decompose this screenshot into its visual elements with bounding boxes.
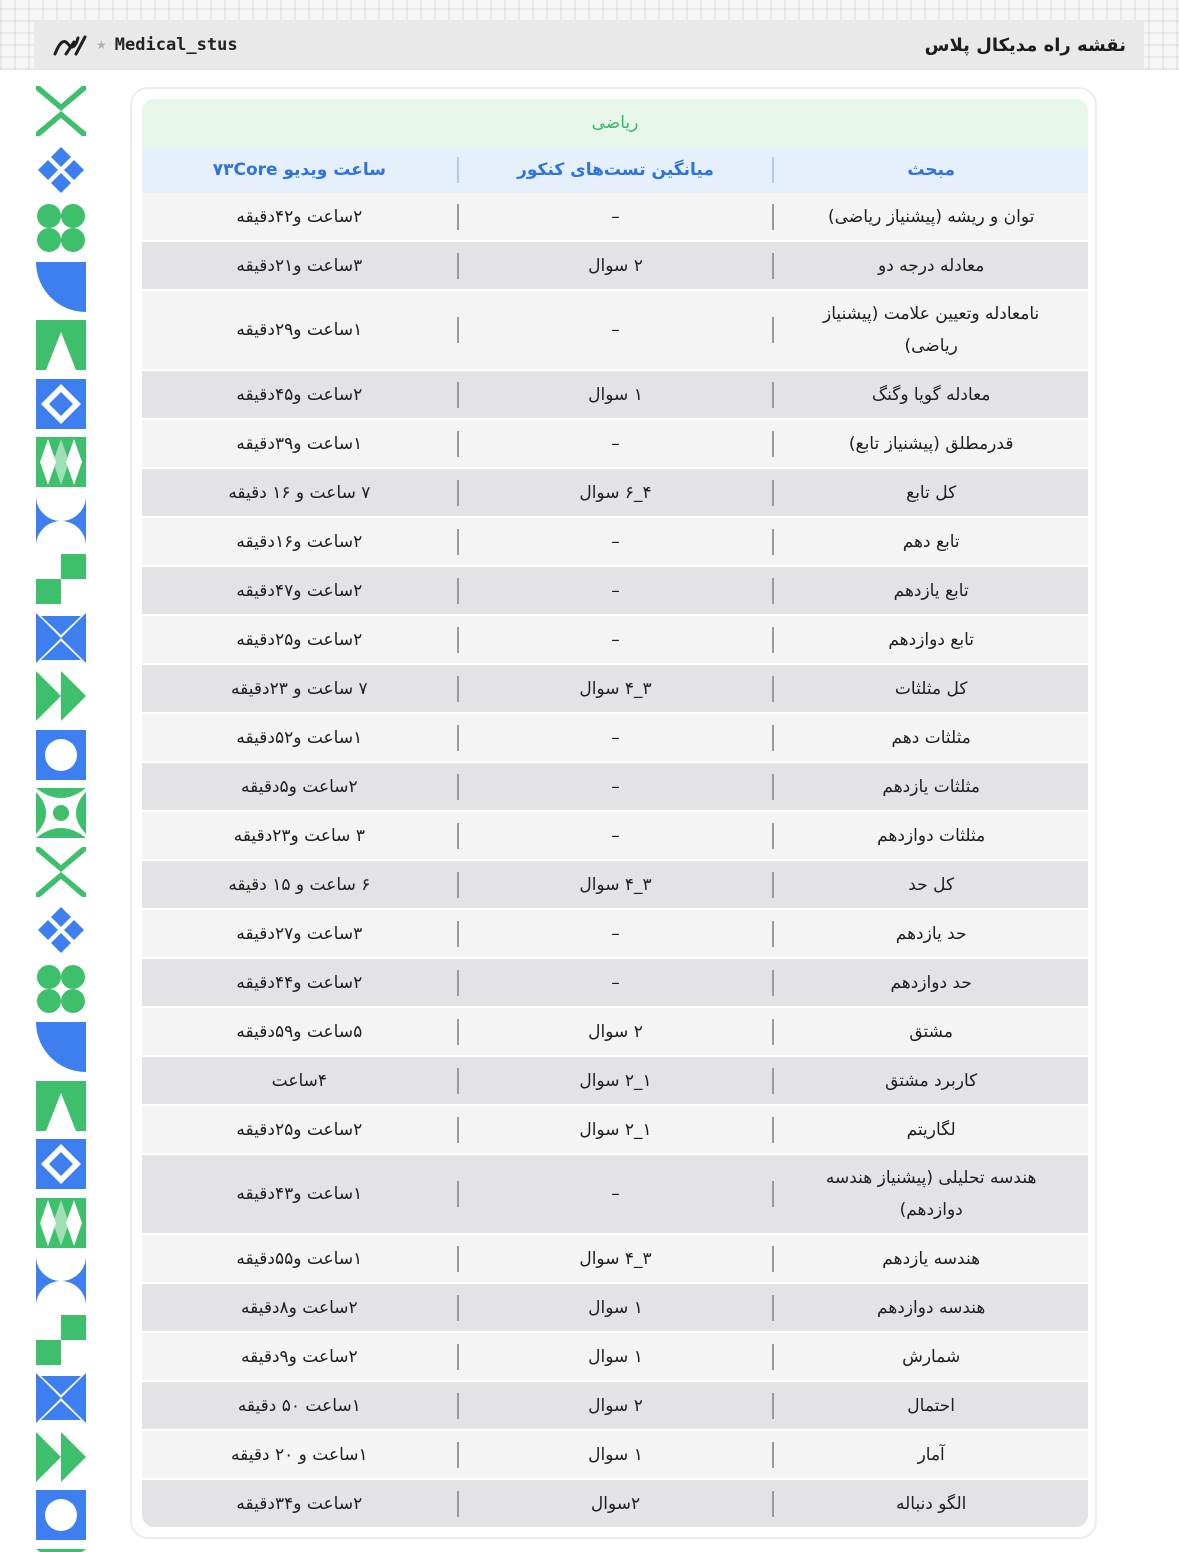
- play-forward-icon: [36, 1432, 86, 1482]
- column-divider: [457, 578, 459, 604]
- bowtie-icon: [36, 86, 86, 136]
- hourglass-icon: [36, 496, 86, 546]
- video-cell: [142, 1382, 457, 1429]
- topic-cell-text: آمار: [917, 1444, 945, 1465]
- topic-cell-text: مثلثات دوازدهم: [877, 825, 986, 846]
- column-divider: [772, 1117, 774, 1143]
- topic-cell: [774, 1235, 1088, 1282]
- video-cell: [142, 763, 457, 810]
- video-cell: [142, 959, 457, 1006]
- zigzag-icon: [36, 437, 86, 487]
- circle-square-icon: [36, 730, 86, 780]
- video-cell: [142, 1106, 457, 1153]
- topic-cell-text: هندسه تحلیلی (پیشنیاز هندسه دوازدهم): [825, 1168, 1037, 1220]
- table-header-row: [142, 147, 1088, 193]
- checker-icon: [36, 554, 86, 604]
- video-cell: [142, 616, 457, 663]
- video-cell: [142, 518, 457, 565]
- tests-cell-text: ۱_۲ سوال: [579, 1119, 652, 1140]
- topic-cell: [774, 959, 1088, 1006]
- video-cell: [142, 910, 457, 957]
- video-cell-text: ۵ساعت و۵۹دقیقه: [236, 1021, 363, 1042]
- topic-cell: [774, 910, 1088, 957]
- topic-cell-text: کل تابع: [906, 482, 957, 503]
- page-title: نقشه راه مدیکال پلاس: [924, 34, 1126, 56]
- table-row: [142, 763, 1088, 810]
- column-divider: [772, 627, 774, 653]
- column-divider: [457, 204, 459, 230]
- table-row: [142, 959, 1088, 1006]
- column-divider: [772, 382, 774, 408]
- video-cell-text: ۲ساعت و۲۵دقیقه: [236, 1119, 363, 1140]
- video-cell-text: ۷ ساعت و ۲۳دقیقه: [231, 678, 368, 699]
- topic-cell: [774, 861, 1088, 908]
- four-circles-icon: [36, 964, 86, 1014]
- star-icon: ★: [96, 38, 107, 52]
- video-cell-text: ۷ ساعت و ۱۶ دقیقه: [228, 482, 371, 503]
- video-cell-text: ۲ساعت و۴۷دقیقه: [236, 580, 363, 601]
- topic-cell-text: حد دوازدهم: [890, 972, 972, 993]
- topic-cell: [774, 1431, 1088, 1478]
- video-cell-text: ۱ساعت و۳۹دقیقه: [236, 433, 363, 454]
- tests-cell: [459, 420, 773, 467]
- column-divider: [457, 774, 459, 800]
- tests-cell: [459, 1284, 773, 1331]
- header-topic: مبحث: [907, 160, 956, 180]
- topic-cell: [774, 665, 1088, 712]
- table-row: [142, 193, 1088, 240]
- topic-cell: [774, 812, 1088, 859]
- table-row: [142, 1382, 1088, 1429]
- topic-cell-text: هندسه دوازدهم: [877, 1297, 986, 1318]
- topic-cell-text: تابع یازدهم: [893, 580, 969, 601]
- table-row: [142, 420, 1088, 467]
- roadmap-table: [142, 99, 1088, 1529]
- table-row: [142, 469, 1088, 516]
- tests-cell: [459, 616, 773, 663]
- column-divider: [457, 725, 459, 751]
- video-cell-text: ۲ساعت و۴۲دقیقه: [236, 206, 363, 227]
- column-divider: [457, 1442, 459, 1468]
- tests-cell: [459, 1480, 773, 1527]
- bowtie-icon: [36, 847, 86, 897]
- column-divider: [457, 1344, 459, 1370]
- channel-id: [52, 32, 238, 58]
- clover-dots-icon: [36, 145, 86, 195]
- column-divider: [772, 774, 774, 800]
- table-row: [142, 616, 1088, 663]
- topic-cell-text: مثلثات یازدهم: [882, 776, 980, 797]
- topic-cell: [774, 567, 1088, 614]
- column-divider: [772, 725, 774, 751]
- tests-cell-text: –: [611, 727, 620, 748]
- quarter-circle-icon: [36, 262, 86, 312]
- logo-icon: [52, 32, 88, 58]
- circle-square-icon: [36, 1490, 86, 1540]
- tests-cell-text: ۱_۲ سوال: [579, 1070, 652, 1091]
- tests-cell-text: ۲سوال: [590, 1493, 641, 1514]
- tests-cell-text: ۳_۴ سوال: [579, 874, 652, 895]
- column-divider: [772, 1344, 774, 1370]
- column-divider: [457, 1181, 459, 1207]
- topic-cell-text: هندسه یازدهم: [882, 1248, 981, 1269]
- topic-cell-text: شمارش: [902, 1346, 961, 1367]
- topic-cell-text: معادله گویا وگنگ: [871, 384, 991, 405]
- header-tests: میانگین تست‌های کنکور: [517, 160, 714, 180]
- topic-cell: [774, 193, 1088, 240]
- column-divider: [772, 1246, 774, 1272]
- tests-cell: [459, 959, 773, 1006]
- video-cell: [142, 861, 457, 908]
- triangle-icon: [36, 1081, 86, 1131]
- topic-cell-text: کل مثلثات: [894, 678, 968, 699]
- table-row: [142, 1333, 1088, 1380]
- tests-cell: [459, 665, 773, 712]
- table-row: [142, 1057, 1088, 1104]
- header-bar: [34, 20, 1144, 70]
- tests-cell: [459, 1235, 773, 1282]
- table-row: [142, 518, 1088, 565]
- topic-cell: [774, 1008, 1088, 1055]
- topic-cell: [774, 1480, 1088, 1527]
- video-cell-text: ۲ساعت و۲۵دقیقه: [236, 629, 363, 650]
- table-row: [142, 1155, 1088, 1233]
- topic-cell: [774, 1155, 1088, 1233]
- video-cell-text: ۱ساعت و۵۲دقیقه: [236, 727, 363, 748]
- video-cell-text: ۲ساعت و۸دقیقه: [240, 1297, 358, 1318]
- tests-cell-text: –: [611, 531, 620, 552]
- table-row: [142, 861, 1088, 908]
- tests-cell-text: ۳_۴ سوال: [579, 1248, 652, 1269]
- video-cell: [142, 193, 457, 240]
- video-cell-text: ۲ساعت و۵دقیقه: [240, 776, 358, 797]
- tests-cell-text: ۱ سوال: [588, 1297, 643, 1318]
- tests-cell-text: ۱ سوال: [588, 1444, 643, 1465]
- topic-cell: [774, 1106, 1088, 1153]
- column-divider: [772, 872, 774, 898]
- tests-cell: [459, 1333, 773, 1380]
- clover-dots-icon: [36, 905, 86, 955]
- tests-cell-text: –: [611, 972, 620, 993]
- topic-cell-text: مشتق: [909, 1021, 953, 1042]
- video-cell: [142, 665, 457, 712]
- table-row: [142, 1008, 1088, 1055]
- tests-cell-text: ۲ سوال: [588, 255, 643, 276]
- topic-cell-text: کاربرد مشتق: [885, 1070, 978, 1091]
- topic-cell: [774, 763, 1088, 810]
- tests-cell: [459, 242, 773, 289]
- column-divider: [457, 823, 459, 849]
- column-divider: [772, 204, 774, 230]
- tests-cell-text: –: [611, 580, 620, 601]
- video-cell-text: ۲ساعت و۱۶دقیقه: [236, 531, 363, 552]
- tests-cell-text: –: [611, 433, 620, 454]
- tests-cell: [459, 910, 773, 957]
- topic-cell: [774, 469, 1088, 516]
- video-cell-text: ۱ساعت ۵۰ دقیقه: [237, 1395, 361, 1416]
- topic-cell-text: تابع دوازدهم: [888, 629, 974, 650]
- tests-cell-text: ۱ سوال: [588, 384, 643, 405]
- topic-cell-text: توان و ریشه (پیشنیاز ریاضی): [827, 206, 1035, 227]
- table-row: [142, 371, 1088, 418]
- curved-x-icon: [36, 788, 86, 838]
- topic-cell-text: تابع دهم: [902, 531, 960, 552]
- tests-cell: [459, 1057, 773, 1104]
- column-divider: [457, 529, 459, 555]
- column-divider: [772, 578, 774, 604]
- table-row: [142, 812, 1088, 859]
- video-cell-text: ۲ساعت و۳۴دقیقه: [236, 1493, 363, 1514]
- tests-cell: [459, 763, 773, 810]
- column-divider: [772, 253, 774, 279]
- video-cell-text: ۳ساعت و۲۱دقیقه: [236, 255, 363, 276]
- column-divider: [457, 431, 459, 457]
- username: Medical_stus: [114, 35, 238, 55]
- table-row: [142, 567, 1088, 614]
- column-divider: [457, 1393, 459, 1419]
- video-cell: [142, 1008, 457, 1055]
- video-cell-text: ۲ساعت و۴۵دقیقه: [236, 384, 363, 405]
- video-cell: [142, 714, 457, 761]
- tests-cell: [459, 1431, 773, 1478]
- tests-cell: [459, 518, 773, 565]
- column-divider: [772, 1181, 774, 1207]
- table-row: [142, 291, 1088, 369]
- column-divider: [457, 157, 459, 183]
- tests-cell-text: –: [611, 206, 620, 227]
- tests-cell: [459, 714, 773, 761]
- video-cell: [142, 1431, 457, 1478]
- column-divider: [772, 921, 774, 947]
- video-cell-text: ۳ساعت و۲۷دقیقه: [236, 923, 363, 944]
- topic-cell-text: نامعادله وتعیین علامت (پیشنیاز ریاضی): [823, 304, 1040, 356]
- curved-x-icon: [36, 1549, 86, 1552]
- tests-cell: [459, 861, 773, 908]
- topic-cell-text: احتمال: [907, 1395, 956, 1416]
- video-cell-text: ۴ساعت: [271, 1070, 328, 1091]
- column-divider: [457, 1295, 459, 1321]
- column-divider: [772, 1393, 774, 1419]
- table-body: [142, 193, 1088, 1527]
- tests-cell: [459, 1008, 773, 1055]
- table-row: [142, 1106, 1088, 1153]
- video-cell-text: ۱ساعت و۵۵دقیقه: [236, 1248, 363, 1269]
- video-cell: [142, 371, 457, 418]
- tests-cell: [459, 291, 773, 369]
- video-cell: [142, 242, 457, 289]
- column-divider: [457, 1068, 459, 1094]
- video-cell: [142, 1284, 457, 1331]
- video-cell: [142, 469, 457, 516]
- column-divider: [772, 480, 774, 506]
- tests-cell: [459, 1155, 773, 1233]
- column-divider: [772, 676, 774, 702]
- column-divider: [457, 1491, 459, 1517]
- column-divider: [457, 970, 459, 996]
- tests-cell-text: –: [611, 1184, 620, 1204]
- topic-cell: [774, 1333, 1088, 1380]
- tests-cell-text: –: [611, 825, 620, 846]
- tests-cell-text: –: [611, 776, 620, 797]
- header-video: ساعت ویدیو ۷۳Core: [212, 160, 386, 180]
- topic-cell: [774, 242, 1088, 289]
- video-cell: [142, 420, 457, 467]
- video-cell: [142, 1235, 457, 1282]
- topic-cell: [774, 518, 1088, 565]
- topic-cell: [774, 371, 1088, 418]
- tests-cell: [459, 567, 773, 614]
- side-decorative-strip: [36, 86, 86, 1552]
- tests-cell-text: ۱ سوال: [588, 1346, 643, 1367]
- video-cell: [142, 1480, 457, 1527]
- table-row: [142, 1480, 1088, 1527]
- column-divider: [772, 157, 774, 183]
- zigzag-icon: [36, 1198, 86, 1248]
- diamond-square-icon: [36, 1139, 86, 1189]
- topic-cell: [774, 1057, 1088, 1104]
- triangle-icon: [36, 320, 86, 370]
- table-row: [142, 1431, 1088, 1478]
- video-cell: [142, 812, 457, 859]
- column-divider: [772, 431, 774, 457]
- tests-cell-text: ۴_۶ سوال: [579, 482, 652, 503]
- column-divider: [772, 823, 774, 849]
- column-divider: [457, 480, 459, 506]
- topic-cell-text: مثلثات دهم: [891, 727, 971, 748]
- column-divider: [772, 1491, 774, 1517]
- column-divider: [457, 872, 459, 898]
- column-divider: [457, 253, 459, 279]
- table-row: [142, 242, 1088, 289]
- column-divider: [457, 627, 459, 653]
- play-forward-icon: [36, 671, 86, 721]
- column-divider: [772, 970, 774, 996]
- column-divider: [457, 382, 459, 408]
- tests-cell: [459, 469, 773, 516]
- topic-cell: [774, 291, 1088, 369]
- tests-cell-text: ۲ سوال: [588, 1395, 643, 1416]
- video-cell-text: ۱ساعت و ۲۰ دقیقه: [231, 1444, 368, 1465]
- topic-cell-text: الگو دنباله: [895, 1493, 967, 1514]
- tests-cell-text: ۳_۴ سوال: [579, 678, 652, 699]
- column-divider: [772, 1442, 774, 1468]
- column-divider: [457, 921, 459, 947]
- topic-cell-text: حد یازدهم: [895, 923, 967, 944]
- column-divider: [772, 317, 774, 343]
- video-cell: [142, 1155, 457, 1233]
- checker-icon: [36, 1315, 86, 1365]
- video-cell-text: ۳ ساعت و۲۳دقیقه: [233, 825, 365, 846]
- table-row: [142, 1235, 1088, 1282]
- video-cell: [142, 1333, 457, 1380]
- topic-cell: [774, 420, 1088, 467]
- video-cell: [142, 567, 457, 614]
- column-divider: [457, 1246, 459, 1272]
- topic-cell: [774, 1284, 1088, 1331]
- column-divider: [457, 317, 459, 343]
- table-row: [142, 1284, 1088, 1331]
- column-divider: [457, 1117, 459, 1143]
- topic-cell-text: لگاریتم: [906, 1119, 956, 1140]
- table-row: [142, 714, 1088, 761]
- tests-cell: [459, 193, 773, 240]
- tests-cell-text: –: [611, 320, 620, 340]
- table-title: ریاضی: [142, 99, 1088, 147]
- tests-cell-text: ۲ سوال: [588, 1021, 643, 1042]
- topic-cell: [774, 616, 1088, 663]
- column-divider: [772, 1068, 774, 1094]
- table-card: [130, 87, 1097, 1539]
- column-divider: [772, 529, 774, 555]
- topic-cell: [774, 714, 1088, 761]
- video-cell-text: ۶ ساعت و ۱۵ دقیقه: [228, 874, 371, 895]
- topic-cell: [774, 1382, 1088, 1429]
- video-cell-text: ۱ساعت و۴۳دقیقه: [236, 1184, 363, 1204]
- topic-cell-text: کل حد: [908, 874, 955, 895]
- double-triangle-icon: [36, 1373, 86, 1423]
- topic-cell-text: قدرمطلق (پیشنیاز تابع): [848, 433, 1014, 454]
- video-cell-text: ۲ساعت و۹دقیقه: [240, 1346, 358, 1367]
- video-cell: [142, 291, 457, 369]
- quarter-circle-icon: [36, 1022, 86, 1072]
- tests-cell: [459, 1106, 773, 1153]
- column-divider: [457, 1019, 459, 1045]
- four-circles-icon: [36, 203, 86, 253]
- column-divider: [772, 1019, 774, 1045]
- video-cell-text: ۲ساعت و۴۴دقیقه: [236, 972, 363, 993]
- tests-cell: [459, 1382, 773, 1429]
- diamond-square-icon: [36, 379, 86, 429]
- tests-cell-text: –: [611, 923, 620, 944]
- column-divider: [772, 1295, 774, 1321]
- tests-cell-text: –: [611, 629, 620, 650]
- table-row: [142, 665, 1088, 712]
- video-cell: [142, 1057, 457, 1104]
- table-row: [142, 910, 1088, 957]
- video-cell-text: ۱ساعت و۲۹دقیقه: [236, 320, 363, 340]
- double-triangle-icon: [36, 613, 86, 663]
- tests-cell: [459, 812, 773, 859]
- hourglass-icon: [36, 1256, 86, 1306]
- tests-cell: [459, 371, 773, 418]
- column-divider: [457, 676, 459, 702]
- topic-cell-text: معادله درجه دو: [878, 255, 985, 276]
